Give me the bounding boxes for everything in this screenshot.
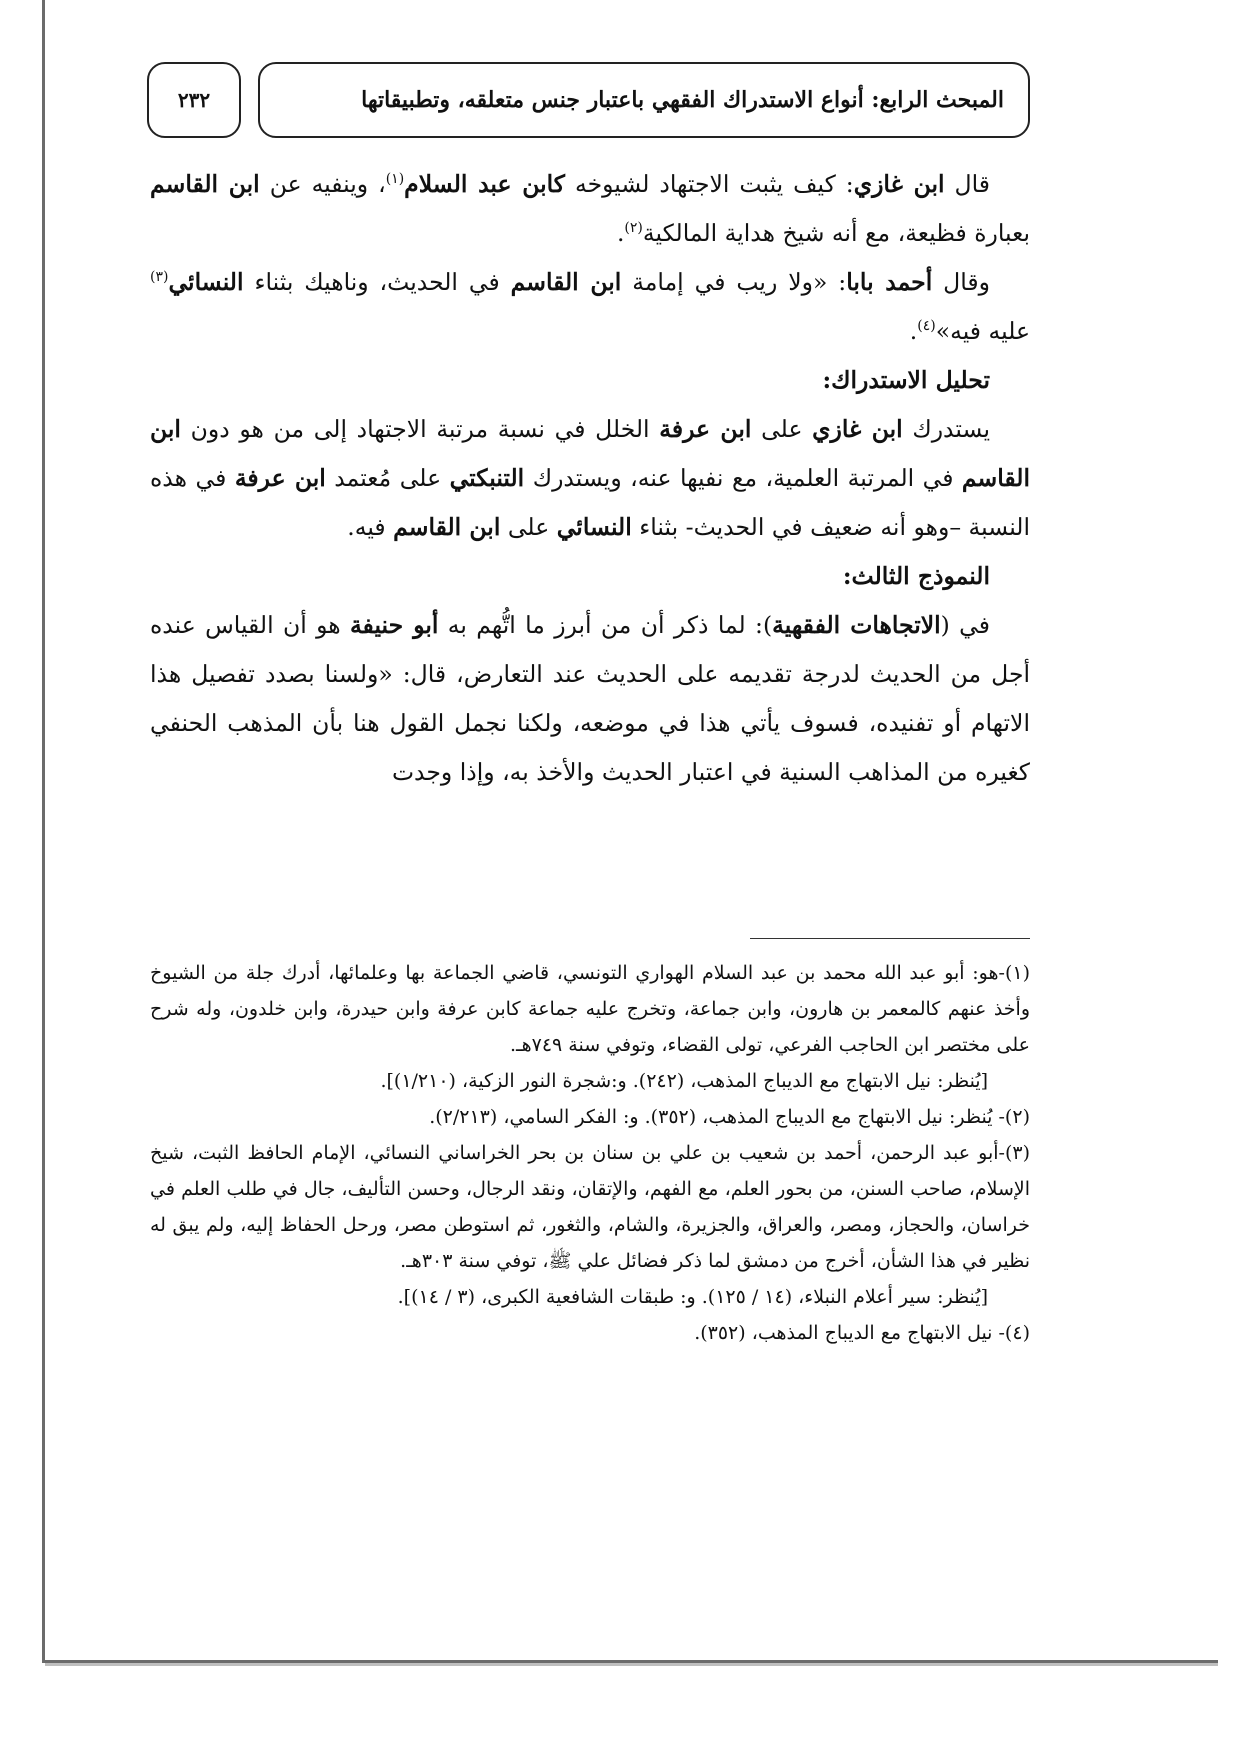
paragraph-3: يستدرك ابن غازي على ابن عرفة الخلل في نسبة مرتبة الاجتهاد إلى من هو دون ابن القاسم في المرتبة العلمية، مع نفيها عنه، ويستدرك التنبكتي على مُعتمد ابن عرفة في هذه النسبة –وهو أنه ضعيف في الحديث- بثناء النسائي على ابن القاسم فيه.	[150, 415, 1030, 541]
footnote-marker-3[interactable]: (٣)	[150, 269, 169, 286]
footnote-2: (٢)- يُنظر: نيل الابتهاج مع الديباج المذهب، (٣٥٢). و: الفكر السامي، (٢/٢١٣).	[429, 1106, 1030, 1128]
footnote-separator	[750, 938, 1030, 939]
main-text	[150, 160, 1030, 797]
paragraph-2: وقال أحمد بابا: «ولا ريب في إمامة ابن القاسم في الحديث، وناهيك بثناء النسائي$^{(٣)}$ عليه فيه»$^{(٤)}$.	[150, 268, 1030, 345]
chapter-header	[258, 62, 1030, 138]
footnote-marker-2[interactable]: (٢)	[624, 220, 643, 237]
footnote-4: (٤)- نيل الابتهاج مع الديباج المذهب، (٣٥٢).	[694, 1322, 1030, 1344]
footnote-3-reference: [يُنظر: سير أعلام النبلاء، (١٤ / ١٢٥). و: طبقات الشافعية الكبرى، (٣ / ١٤)].	[397, 1286, 988, 1308]
paragraph-4: في (الاتجاهات الفقهية): لما ذكر أن من أبرز ما اتُّهم به أبو حنيفة هو أن القياس عنده أجل من الحديث لدرجة تقديمه على الحديث عند التعارض، قال: «ولسنا بصدد تفصيل هذا الاتهام أو تفنيده، فسوف يأتي هذا في موضعه، ولكنا نجمل القول هنا بأن المذهب الحنفي كغيره من المذاهب السنية في اعتبار الحديث والأخذ به، وإذا وجدت	[150, 611, 1030, 786]
footnote-1-reference: [يُنظر: نيل الابتهاج مع الديباج المذهب، (٢٤٢). و:شجرة النور الزكية، (١/٢١٠)].	[380, 1070, 988, 1092]
footnotes	[150, 955, 1030, 1351]
footnote-3: (٣)-أبو عبد الرحمن، أحمد بن شعيب بن علي بن سنان بن بحر الخراساني النسائي، الإمام الحافظ الثبت، شيخ الإسلام، صاحب السنن، من بحور العلم، مع الفهم، والإتقان، ونقد الرجال، وحسن التأليف، جال في طلب العلم في خراسان، والحجاز، ومصر، والعراق، والجزيرة، والشام، والثغور، ثم استوطن مصر، ورحل الحفاظ إليه، ولم يبق له نظير في هذا الشأن، أخرج من دمشق لما ذكر فضائل علي ﷺ، توفي سنة ٣٠٣هـ.	[150, 1142, 1030, 1272]
page-number: ٢٣٢	[177, 88, 211, 112]
paragraph-1: قال ابن غازي: كيف يثبت الاجتهاد لشيوخه كابن عبد السلام$^{(١)}$، وينفيه عن ابن القاسم بعبارة فظيعة، مع أنه شيخ هداية المالكية$^{(٢)}$.	[150, 170, 1030, 247]
page-edge	[1218, 0, 1240, 1754]
footnote-marker-1[interactable]: (١)	[385, 171, 405, 188]
section-heading-analysis: تحليل الاستدراك:	[822, 366, 990, 394]
footnote-1: (١)-هو: أبو عبد الله محمد بن عبد السلام الهواري التونسي، قاضي الجماعة بها وعلمائها، أدرك جلة من الشيوخ وأخذ عنهم كالمعمر بن هارون، وابن جماعة، وتخرج عليه جماعة كابن عرفة وابن حيدرة، وابن خلدون، وله شرح على مختصر ابن الحاجب الفرعي، تولى القضاء، وتوفي سنة ٧٤٩هـ.	[150, 962, 1030, 1056]
footnote-marker-4[interactable]: (٤)	[917, 318, 936, 335]
section-heading-third-model: النموذج الثالث:	[842, 562, 990, 590]
chapter-title: المبحث الرابع: أنواع الاستدراك الفقهي باعتبار جنس متعلقه، وتطبيقاتها	[361, 87, 1004, 113]
page-number-box	[147, 62, 241, 138]
